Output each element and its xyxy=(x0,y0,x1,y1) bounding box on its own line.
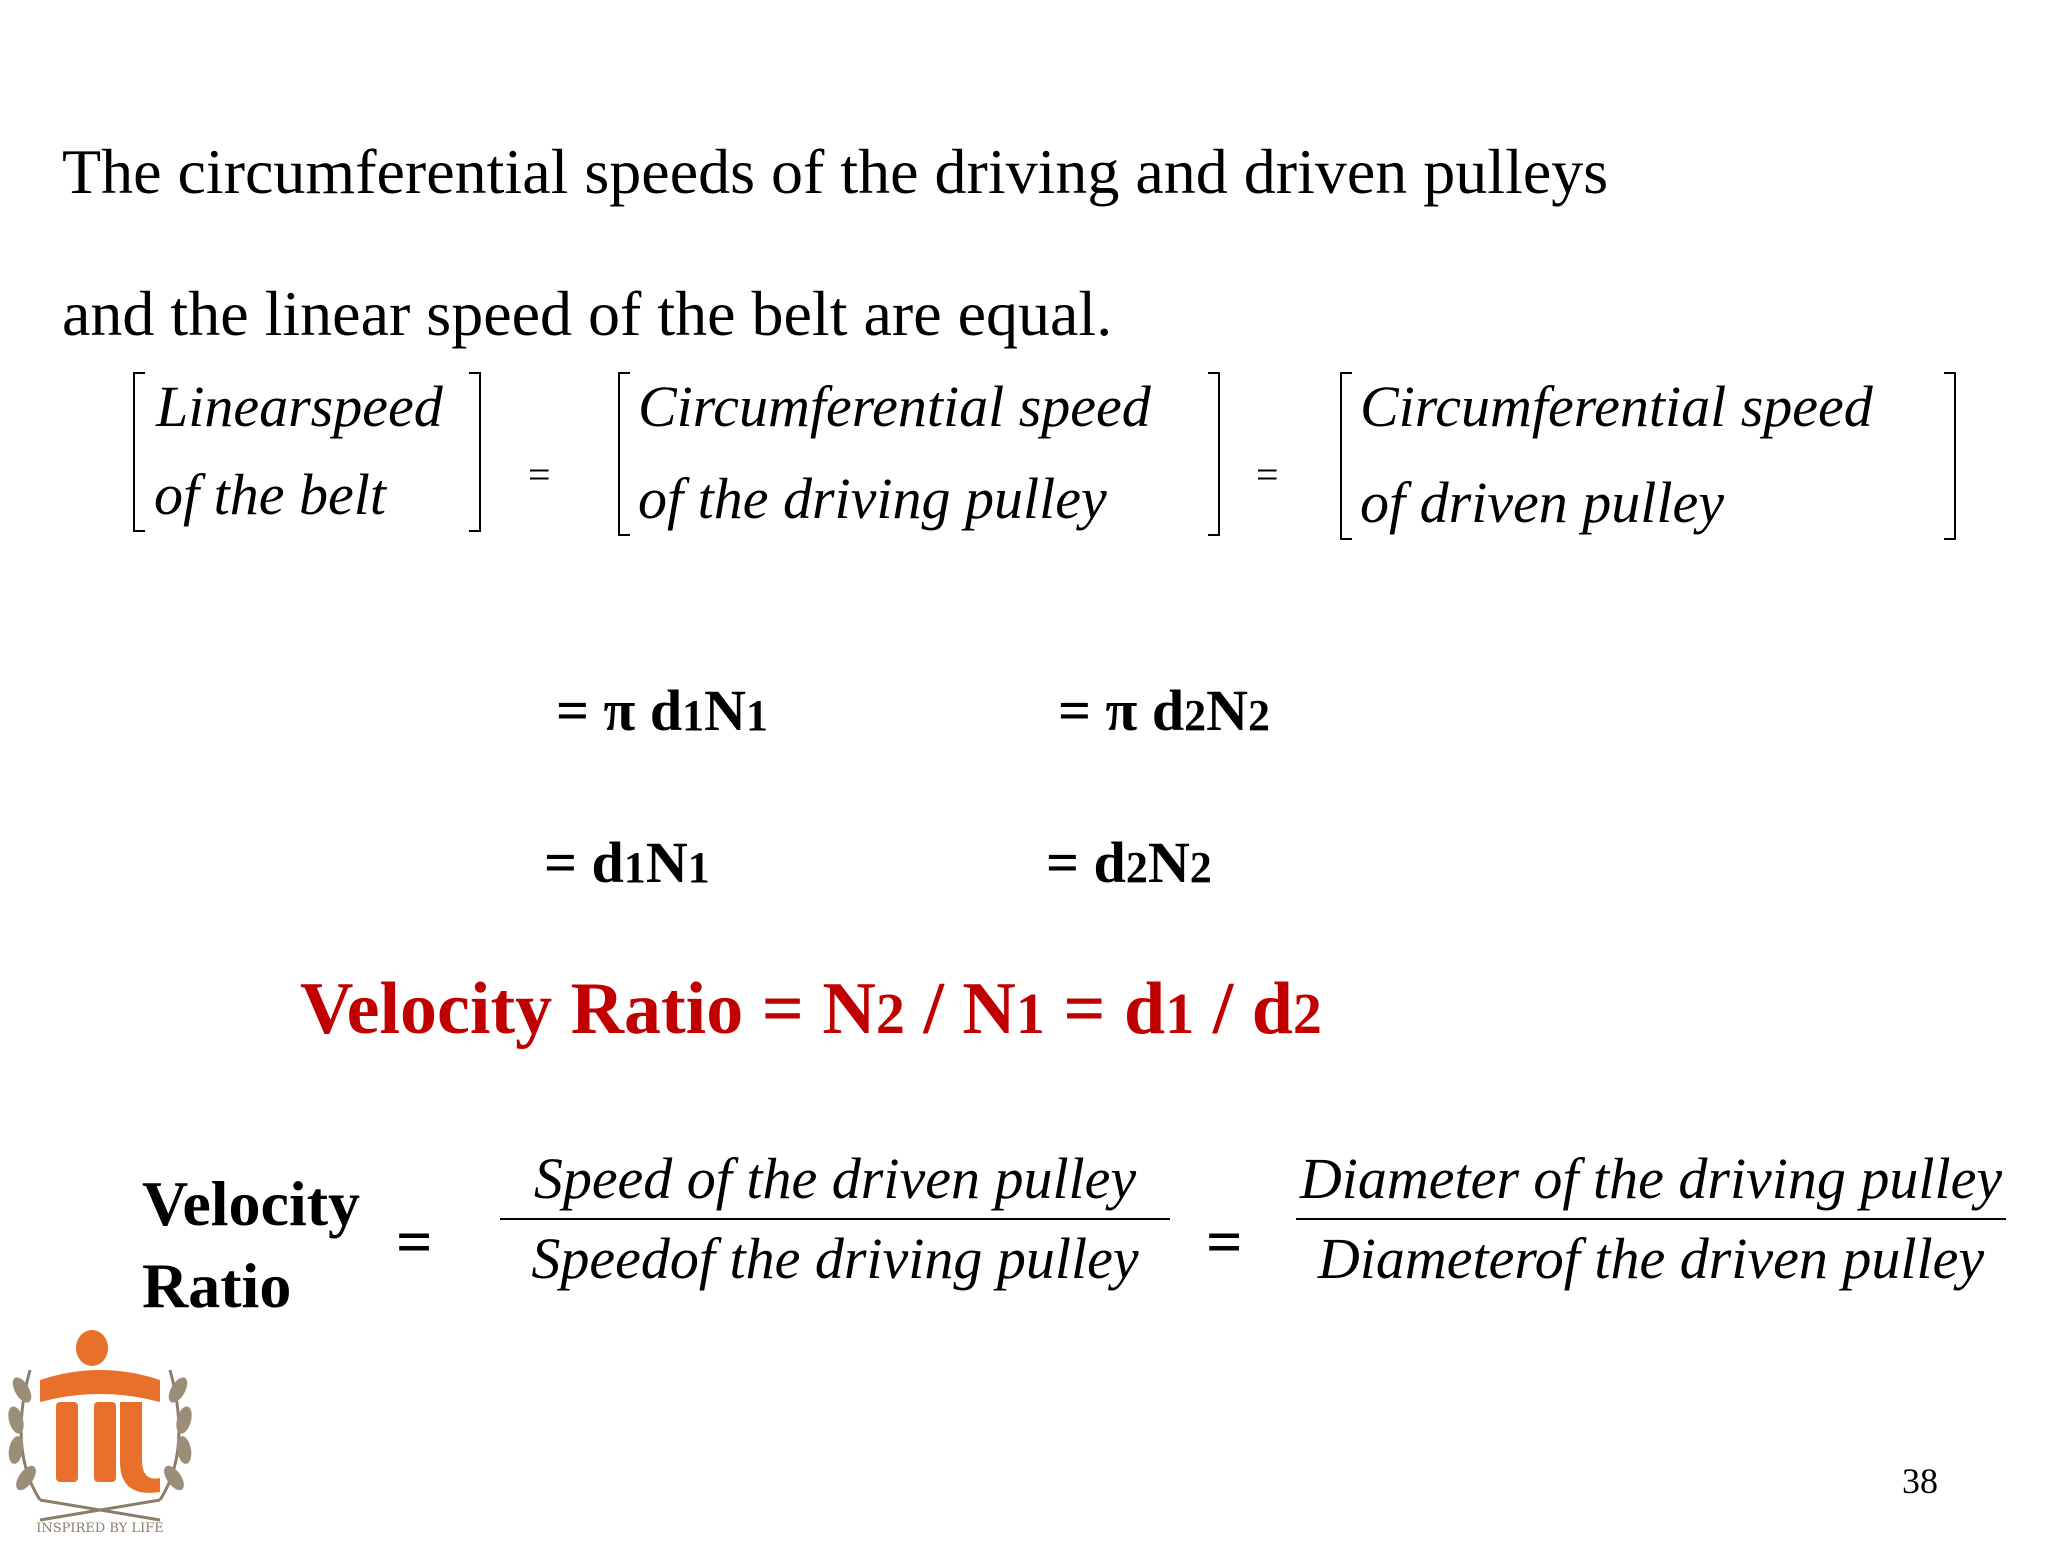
manipal-logo-icon xyxy=(0,1310,200,1536)
ratio-equals-2: = xyxy=(1206,1206,1243,1277)
bracket-equals-1: = xyxy=(528,452,551,497)
ratio-equals-1: = xyxy=(396,1206,433,1277)
formula-row2-right: = d2N2 xyxy=(1046,830,1212,895)
velocity-ratio-formula: Velocity Ratio = N2 / N1 = d1 / d2 xyxy=(300,968,1322,1050)
page-number: 38 xyxy=(1902,1461,1938,1501)
fraction-diameter-bar xyxy=(1296,1218,2006,1220)
fraction-speed-denominator: Speedof the driving pulley xyxy=(531,1226,1139,1291)
fraction-speed-numerator: Speed of the driven pulley xyxy=(533,1146,1137,1211)
bracket-left-line2: of the belt xyxy=(154,462,386,527)
bracket-right-line1: Circumferential speed xyxy=(1360,374,1873,439)
fraction-speed-bar xyxy=(500,1218,1170,1220)
formula-row1-right: = π d2N2 xyxy=(1058,678,1270,743)
bracket-left-line1: Linearspeed xyxy=(156,374,443,439)
formula-row2-left: = d1N1 xyxy=(544,830,710,895)
velocity-ratio-label-line1: Velocity xyxy=(142,1168,361,1239)
fraction-diameter-numerator: Diameter of the driving pulley xyxy=(1299,1146,2003,1211)
formula-row1-left: = π d1N1 xyxy=(556,678,768,743)
bracket-equals-2: = xyxy=(1256,452,1279,497)
bracket-right-line2: of driven pulley xyxy=(1360,470,1725,535)
intro-line-2: and the linear speed of the belt are equal. xyxy=(62,278,1113,349)
intro-line-1: The circumferential speeds of the driving and driven pulleys xyxy=(62,136,1609,207)
fraction-diameter xyxy=(1296,1146,2006,1291)
fraction-speed xyxy=(500,1146,1170,1291)
svg-text:INSPIRED BY LIFE: INSPIRED BY LIFE xyxy=(36,1521,164,1536)
fraction-diameter-denominator: Diameterof the driven pulley xyxy=(1317,1226,1985,1291)
bracket-middle-line2: of the driving pulley xyxy=(638,466,1107,531)
bracket-middle-line1: Circumferential speed xyxy=(638,374,1151,439)
velocity-ratio-label-line2: Ratio xyxy=(142,1250,292,1321)
